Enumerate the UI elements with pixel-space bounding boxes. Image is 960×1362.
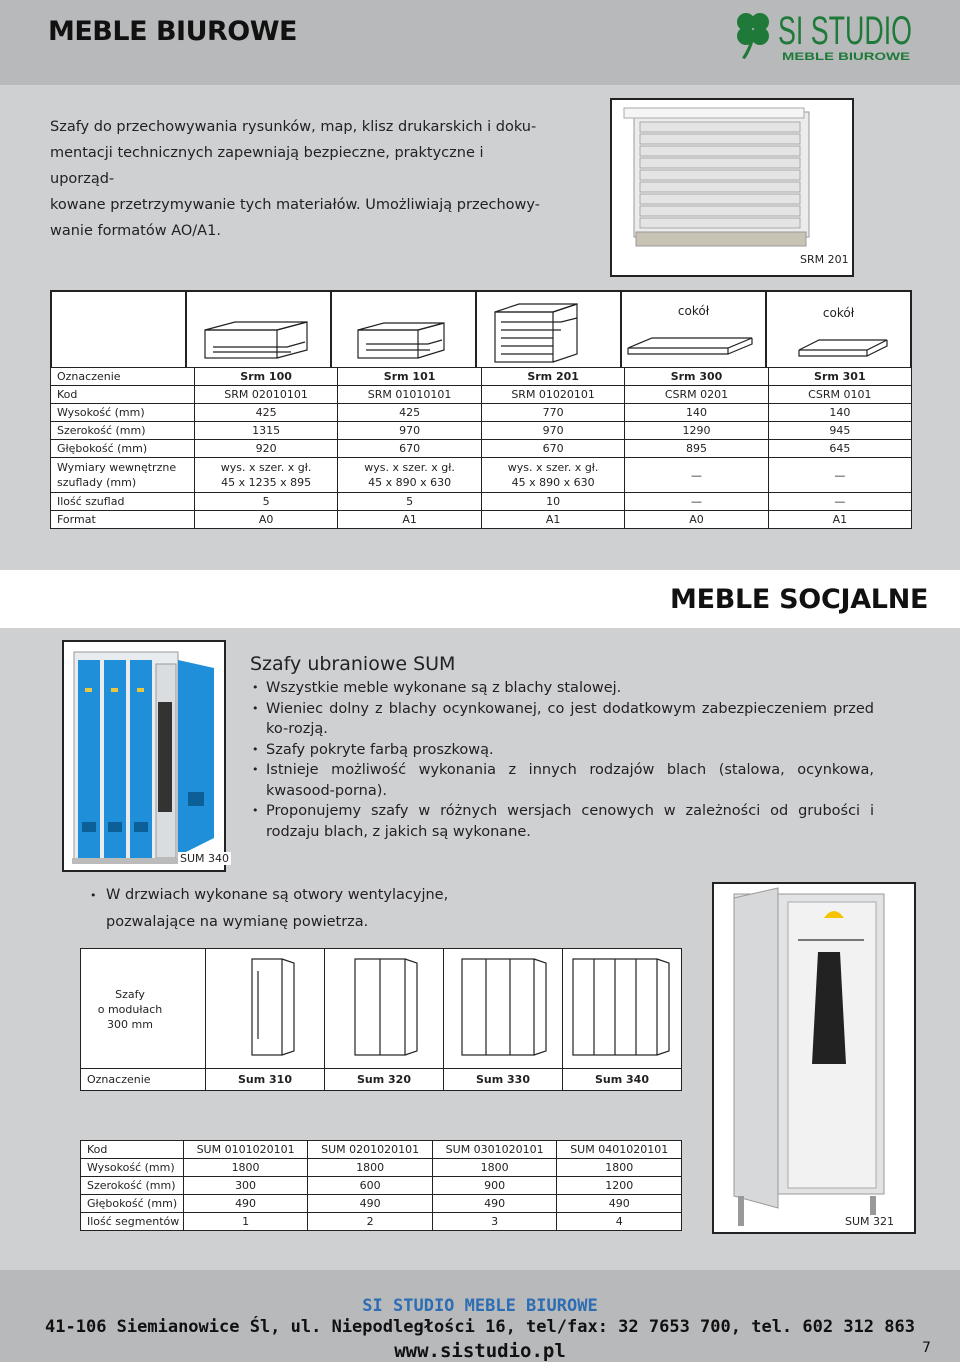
table-row — [51, 422, 912, 440]
table-cell: 1315 — [194, 422, 338, 440]
table-cell — [481, 458, 625, 493]
sum-spec-table — [80, 1140, 682, 1231]
clover-logo-icon — [726, 4, 916, 66]
footer-website-link[interactable]: www.sistudio.pl — [394, 1340, 566, 1362]
table-cell: Srm 101 — [338, 368, 482, 386]
module-line: o modułach — [97, 1003, 163, 1016]
table-cell: 300 — [183, 1177, 308, 1195]
dims-top: wys. x szer. x gł. — [364, 461, 455, 474]
section-title: MEBLE SOCJALNE — [670, 584, 929, 615]
intro-line: Szafy do przechowywania rysunków, map, klisz drukarskich i doku- — [50, 119, 537, 135]
table-cell: A0 — [625, 511, 768, 529]
table-cell: Srm 201 — [481, 368, 625, 386]
list-item: • Proponujemy szafy w różnych wersjach cenowych w zależności od grubości i rodzaju blach, z jakich są wykonane. — [252, 801, 874, 842]
table-cell: Kod — [51, 386, 195, 404]
dims-top: wys. x szer. x gł. — [507, 461, 599, 474]
table-cell — [194, 458, 338, 493]
table-row — [81, 1213, 682, 1231]
drawing-srm101 — [331, 291, 476, 373]
dims-bottom: 45 x 1235 x 895 — [221, 476, 312, 489]
blue-locker-icon — [64, 642, 224, 870]
table-cell: SUM 0401020101 — [557, 1141, 682, 1159]
grey-locker-icon — [714, 884, 914, 1232]
srm-drawings-row — [50, 290, 912, 374]
table-cell: 770 — [481, 404, 625, 422]
sum321-photo — [712, 882, 916, 1234]
table-cell: 600 — [308, 1177, 433, 1195]
table-cell: Sum 340 — [563, 1069, 682, 1091]
dims-label: szuflady (mm) — [57, 476, 137, 489]
vent-line: W drzwiach wykonane są otwory wentylacyjne, — [106, 887, 449, 903]
module-line: 300 mm — [107, 1018, 153, 1031]
table-cell: SUM 0301020101 — [432, 1141, 557, 1159]
table-row — [81, 1141, 682, 1159]
drawing-srm300 — [621, 291, 766, 373]
table-cell: — — [768, 458, 911, 493]
srm101-drawing-icon — [332, 292, 475, 368]
table-cell: 5 — [194, 493, 338, 511]
cokol-label: cokół — [677, 304, 710, 318]
table-cell: 1200 — [557, 1177, 682, 1195]
cokol-label: cokół — [822, 306, 855, 320]
table-cell: Srm 301 — [768, 368, 911, 386]
table-cell: Sum 320 — [325, 1069, 444, 1091]
intro-line: mentacji technicznych zapewniają bezpieczne, praktyczne i uporząd- — [50, 145, 484, 187]
footer-address: 41-106 Siemianowice Śl, ul. Niepodległości 16, tel/fax: 32 7653 700, tel. 602 312 863 — [45, 1317, 915, 1337]
table-cell: SRM 02010101 — [194, 386, 338, 404]
sum-drawings-row — [80, 948, 682, 1072]
logo-sub: MEBLE BIUROWE — [782, 51, 910, 63]
table-cell: 490 — [432, 1195, 557, 1213]
drawing-srm301 — [766, 291, 911, 373]
table-cell: A1 — [481, 511, 625, 529]
sum340-photo — [62, 640, 226, 872]
intro-line: wanie formatów AO/A1. — [50, 223, 221, 239]
table-cell: Szerokość (mm) — [81, 1177, 184, 1195]
list-item: • Wieniec dolny z blachy ocynkowanej, co jest dodatkowym zabezpieczeniem przed ko-rozją. — [252, 699, 874, 740]
table-cell: 140 — [625, 404, 768, 422]
table-row — [51, 493, 912, 511]
table-row — [81, 1069, 682, 1091]
table-cell: 920 — [194, 440, 338, 458]
table-cell: 1800 — [557, 1159, 682, 1177]
srm201-photo — [610, 98, 854, 277]
drawing-srm100 — [186, 291, 331, 373]
drawing-sum310 — [206, 949, 325, 1072]
table-cell: 645 — [768, 440, 911, 458]
srm-spec-table — [50, 367, 912, 529]
table-cell: 670 — [338, 440, 482, 458]
sum310-drawing-icon — [206, 949, 324, 1067]
table-cell: 1800 — [432, 1159, 557, 1177]
table-cell: SRM 01020101 — [481, 386, 625, 404]
table-cell: 5 — [338, 493, 482, 511]
drawing-sum340 — [563, 949, 682, 1072]
table-cell: SRM 01010101 — [338, 386, 482, 404]
srm301-drawing-icon — [767, 292, 910, 368]
sum321-caption: SUM 321 — [845, 1215, 895, 1228]
vent-note — [90, 882, 490, 936]
feature-list — [252, 678, 874, 842]
table-row — [51, 458, 912, 493]
page-number: 7 — [922, 1340, 931, 1356]
table-cell: 970 — [338, 422, 482, 440]
table-row — [81, 1159, 682, 1177]
sum-designation-table — [80, 1068, 682, 1091]
table-cell: A0 — [194, 511, 338, 529]
table-cell: 1 — [183, 1213, 308, 1231]
table-cell: Srm 300 — [625, 368, 768, 386]
table-cell: Srm 100 — [194, 368, 338, 386]
table-cell: Szerokość (mm) — [51, 422, 195, 440]
sum320-drawing-icon — [325, 949, 443, 1067]
table-cell: 490 — [183, 1195, 308, 1213]
table-cell: 3 — [432, 1213, 557, 1231]
list-item: • Wszystkie meble wykonane są z blachy stalowej. — [252, 678, 874, 699]
table-cell: 10 — [481, 493, 625, 511]
table-cell: 140 — [768, 404, 911, 422]
list-item: • Szafy pokryte farbą proszkową. — [252, 740, 874, 761]
table-cell: 1800 — [308, 1159, 433, 1177]
bullet-icon: • — [90, 889, 97, 902]
intro-text — [50, 114, 540, 244]
dims-label: Wymiary wewnętrzne — [57, 461, 177, 474]
drawer-cabinet-icon — [612, 100, 852, 275]
table-cell: SUM 0201020101 — [308, 1141, 433, 1159]
drawing-empty — [51, 291, 186, 373]
table-cell: A1 — [768, 511, 911, 529]
table-cell: CSRM 0201 — [625, 386, 768, 404]
sum340-caption: SUM 340 — [180, 852, 230, 865]
list-item: • Istnieje możliwość wykonania z innych rodzajów blach (stalowa, ocynkowa, kwasood-porna). — [252, 760, 874, 801]
table-cell: Głębokość (mm) — [81, 1195, 184, 1213]
table-cell: 425 — [194, 404, 338, 422]
module-note — [90, 987, 170, 1032]
vent-line: pozwalające na wymianę powietrza. — [106, 914, 369, 930]
sum330-drawing-icon — [444, 949, 562, 1067]
table-cell: 1290 — [625, 422, 768, 440]
dims-bottom: 45 x 890 x 630 — [511, 476, 595, 489]
table-cell: Oznaczenie — [81, 1069, 206, 1091]
module-line: Szafy — [115, 988, 145, 1001]
table-row — [81, 1195, 682, 1213]
table-cell: 425 — [338, 404, 482, 422]
footer-company: SI STUDIO MEBLE BIUROWE — [362, 1296, 598, 1316]
table-cell: 970 — [481, 422, 625, 440]
dims-bottom: 45 x 890 x 630 — [368, 476, 452, 489]
table-cell: 900 — [432, 1177, 557, 1195]
table-row — [51, 440, 912, 458]
table-cell: CSRM 0101 — [768, 386, 911, 404]
table-cell: 490 — [557, 1195, 682, 1213]
logo-main: SI STUDIO — [778, 9, 912, 53]
sum340-drawing-icon — [563, 949, 681, 1067]
table-row — [51, 404, 912, 422]
drawing-sum320 — [325, 949, 444, 1072]
table-cell: Sum 310 — [206, 1069, 325, 1091]
drawing-srm201 — [476, 291, 621, 373]
intro-line: kowane przetrzymywanie tych materiałów. Umożliwiają przechowy- — [50, 197, 540, 213]
table-cell: Wysokość (mm) — [51, 404, 195, 422]
table-cell: Ilość szuflad — [51, 493, 195, 511]
table-cell: 2 — [308, 1213, 433, 1231]
srm201-caption: SRM 201 — [800, 253, 849, 266]
table-cell: Ilość segmentów — [81, 1213, 184, 1231]
table-cell — [51, 458, 195, 493]
table-cell: 4 — [557, 1213, 682, 1231]
srm100-drawing-icon — [187, 292, 330, 368]
table-cell: — — [768, 493, 911, 511]
table-cell: Kod — [81, 1141, 184, 1159]
table-cell: — — [625, 458, 768, 493]
table-cell: Sum 330 — [444, 1069, 563, 1091]
table-cell: 490 — [308, 1195, 433, 1213]
table-row — [81, 1177, 682, 1195]
table-cell: — — [625, 493, 768, 511]
table-cell: SUM 0101020101 — [183, 1141, 308, 1159]
srm201-drawing-icon — [477, 292, 620, 368]
table-row — [51, 511, 912, 529]
table-cell — [338, 458, 482, 493]
table-cell: 670 — [481, 440, 625, 458]
page-title: MEBLE BIUROWE — [48, 16, 297, 47]
drawing-sum330 — [444, 949, 563, 1072]
table-cell: Oznaczenie — [51, 368, 195, 386]
table-row — [51, 368, 912, 386]
table-row — [51, 386, 912, 404]
table-cell: 945 — [768, 422, 911, 440]
table-cell: 1800 — [183, 1159, 308, 1177]
sum-heading: Szafy ubraniowe SUM — [250, 653, 456, 675]
table-cell: Głębokość (mm) — [51, 440, 195, 458]
table-cell: A1 — [338, 511, 482, 529]
table-cell: Wysokość (mm) — [81, 1159, 184, 1177]
table-cell: Format — [51, 511, 195, 529]
dims-top: wys. x szer. x gł. — [220, 461, 312, 474]
table-cell: 895 — [625, 440, 768, 458]
